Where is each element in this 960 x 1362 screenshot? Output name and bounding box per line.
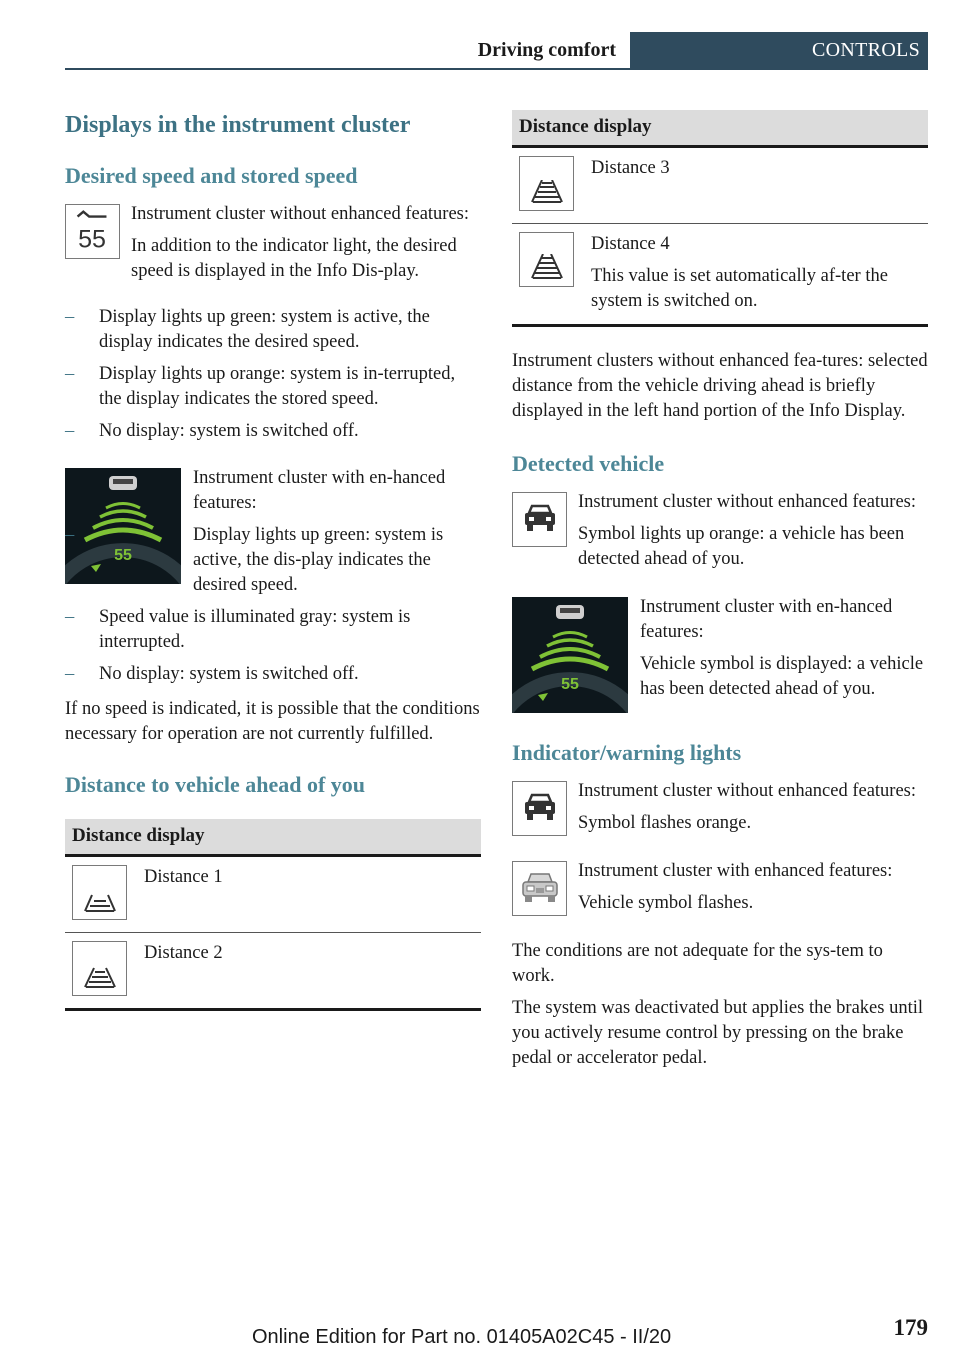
vehicle-detected-icon bbox=[512, 492, 567, 547]
page-header bbox=[65, 32, 928, 70]
table-row bbox=[65, 855, 481, 932]
distance-4-icon bbox=[519, 232, 574, 287]
distance-1-icon bbox=[72, 865, 127, 920]
list-item: – Display lights up green: system is active, the display indicates the desired speed. bbox=[65, 305, 481, 355]
enhanced-block bbox=[65, 466, 481, 605]
speed-block bbox=[65, 202, 481, 291]
section-title: Driving comfort bbox=[477, 39, 616, 61]
det-p1: Instrument cluster without enhanced features: bbox=[578, 491, 917, 512]
header-rule bbox=[65, 68, 928, 70]
distance-1-label: Distance 1 bbox=[144, 855, 481, 932]
warn-p2: Symbol flashes orange. bbox=[578, 812, 752, 833]
vehicle-flash-icon bbox=[512, 861, 567, 916]
left-column bbox=[65, 110, 481, 1011]
distance-4-note: This value is set automatically af‐ter the system is switched on. bbox=[591, 265, 888, 311]
warn-enh-p1: Instrument cluster with enhanced features: bbox=[578, 860, 893, 881]
distance-table-right bbox=[512, 110, 928, 327]
svg-text:55: 55 bbox=[78, 225, 106, 254]
warning-heading: Indicator/warning lights bbox=[512, 739, 742, 765]
cluster-image bbox=[512, 597, 628, 713]
table-row bbox=[512, 223, 928, 325]
list-item: – Display lights up green: system is active, the dis‐play indicates the desired speed. bbox=[65, 523, 481, 598]
table-header: Distance display bbox=[65, 819, 481, 855]
distance-3-icon bbox=[519, 156, 574, 211]
info-display-text: Instrument clusters without enhanced fea‐tures: selected distance from the vehicle driving ahead is briefly displayed in the left hand portion of the Info Display. bbox=[512, 350, 928, 421]
det-enh-p2: Vehicle symbol is displayed: a vehicle has been detected ahead of you. bbox=[640, 653, 924, 699]
enh-list-a bbox=[65, 523, 481, 598]
distance-4-label: Distance 4 bbox=[591, 233, 670, 254]
speed-heading: Desired speed and stored speed bbox=[65, 163, 358, 188]
page-title: Displays in the instrument cluster bbox=[65, 112, 411, 138]
list-item: – No display: system is switched off. bbox=[65, 419, 481, 444]
end-p1: The conditions are not adequate for the sys‐tem to work. bbox=[512, 940, 883, 986]
list-item: – Speed value is illuminated gray: system is interrupted. bbox=[65, 605, 481, 655]
speed-indicator-icon bbox=[65, 204, 120, 259]
detected-block bbox=[512, 490, 928, 579]
warn-enh-p2: Vehicle symbol flashes. bbox=[578, 892, 754, 913]
list-item: – No display: system is switched off. bbox=[65, 662, 481, 687]
distance-2-icon bbox=[72, 941, 127, 996]
detected-heading: Detected vehicle bbox=[512, 450, 665, 476]
det-p2: Symbol lights up orange: a vehicle has been detected ahead of you. bbox=[578, 523, 905, 569]
table-row bbox=[512, 146, 928, 223]
table-header: Distance display bbox=[512, 110, 928, 146]
right-column bbox=[512, 110, 928, 1078]
edition-text: Online Edition for Part no. 01405A02C45 - II/20 bbox=[252, 1326, 672, 1348]
speed-list bbox=[65, 305, 481, 444]
enh-p1: Instrument cluster with en‐hanced features: bbox=[193, 468, 446, 513]
warn-p1: Instrument cluster without enhanced features: bbox=[578, 780, 917, 801]
page-number: 179 bbox=[893, 1315, 928, 1340]
distance-2-label: Distance 2 bbox=[144, 932, 481, 1009]
distance-table-left bbox=[65, 819, 481, 1011]
list-item: – Display lights up orange: system is in‐terrupted, the display indicates the stored speed. bbox=[65, 362, 481, 412]
svg-text:55: 55 bbox=[561, 675, 579, 693]
detected-enh-block bbox=[512, 595, 928, 719]
det-enh-p1: Instrument cluster with en‐hanced features: bbox=[640, 596, 893, 642]
enh-list-b bbox=[65, 605, 481, 687]
distance-heading: Distance to vehicle ahead of you bbox=[65, 772, 366, 797]
distance-3-label: Distance 3 bbox=[591, 146, 928, 223]
page-footer bbox=[0, 1312, 960, 1362]
end-p2: The system was deactivated but applies the brakes until you actively resume control by pressing on the brake pedal or accelerator pedal. bbox=[512, 997, 923, 1068]
speed-p2: In addition to the indicator light, the desired speed is displayed in the Info Dis‐play. bbox=[131, 236, 457, 281]
conditions-text: If no speed is indicated, it is possible that the conditions necessary for operation are not currently fulfilled. bbox=[65, 699, 480, 744]
speed-p1: Instrument cluster without enhanced features: bbox=[131, 204, 470, 224]
vehicle-warning-icon bbox=[512, 781, 567, 836]
svg-text:55: 55 bbox=[114, 547, 132, 564]
warning-enh-block bbox=[512, 859, 928, 923]
table-row bbox=[65, 932, 481, 1009]
chapter-tab: CONTROLS bbox=[630, 32, 928, 70]
warning-block bbox=[512, 779, 928, 843]
